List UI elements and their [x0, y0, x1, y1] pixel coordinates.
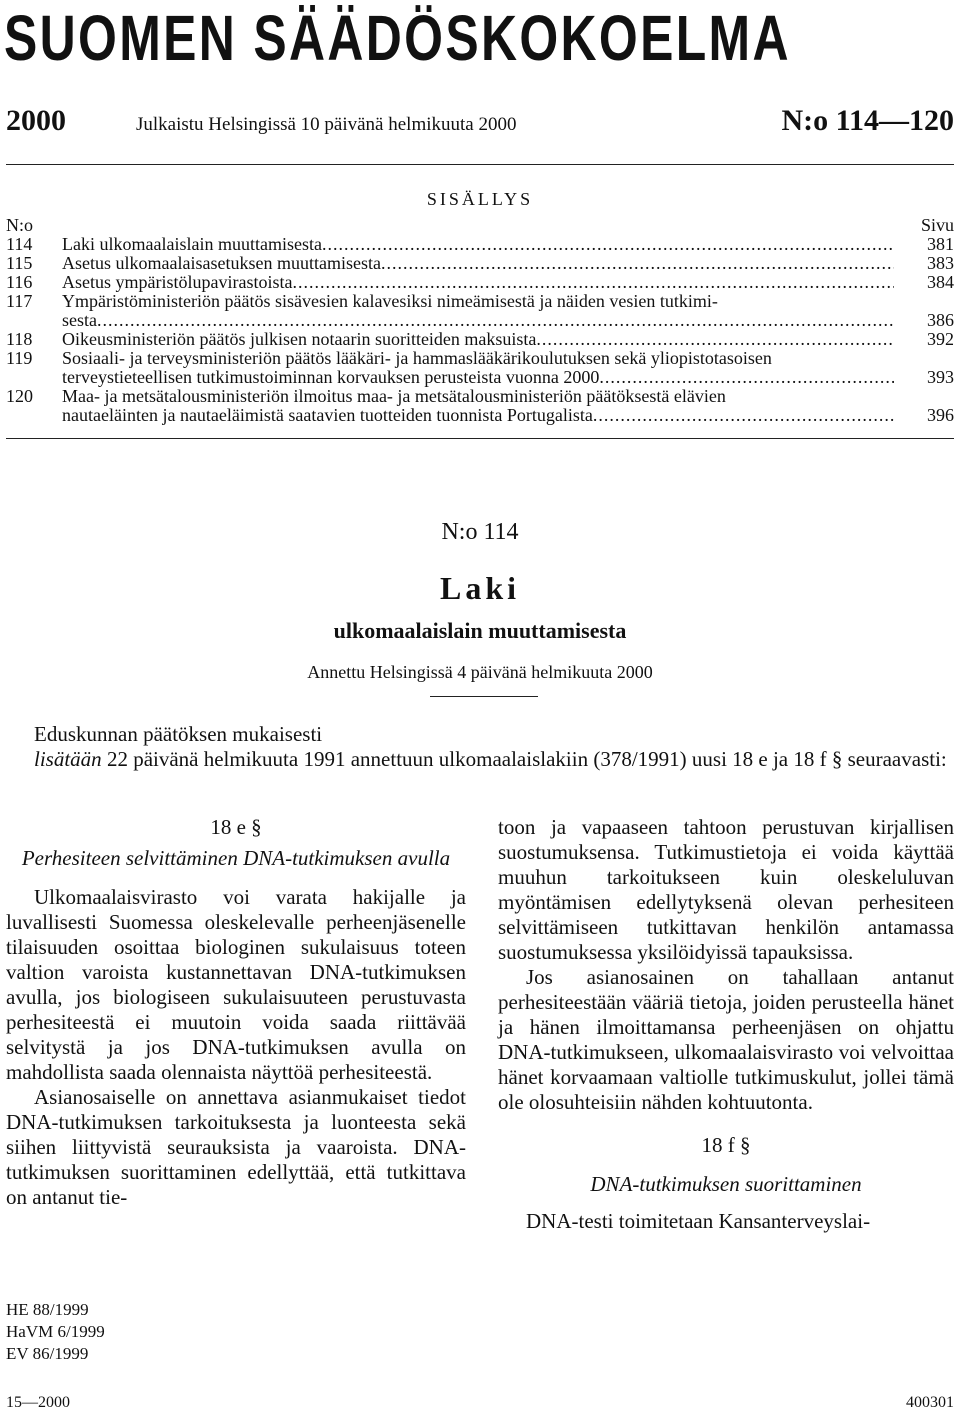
toc-entry [6, 387, 954, 425]
toc-entry-title-text: sesta [62, 311, 97, 330]
toc-entry-title-text: Sosiaali- ja terveysministeriön päätös lääkäri- ja hammaslääkärikoulutuksen sekä yliopistotasoisen [62, 348, 772, 368]
toc-entry [6, 349, 954, 387]
toc-entry-title-text: terveystieteellisen tutkimustoiminnan korvauksen perusteista vuonna 2000 [62, 368, 600, 387]
footer-print-code: 400301 [906, 1394, 954, 1411]
reference-government-proposal: HE 88/1999 [6, 1300, 89, 1319]
section-18f-paragraph-1: DNA-testi toimitetaan Kansanterveyslai- [526, 1209, 871, 1233]
preamble-text: 22 päivänä helmikuuta 1991 annettuun ulkomaalaislakiin (378/1991) uusi 18 e ja 18 f § seuraavasti: [101, 747, 947, 771]
toc-entry-number: 114 [6, 234, 33, 254]
column-right [498, 815, 954, 1234]
act-given-date: Annettu Helsingissä 4 päivänä helmikuuta 2000 [307, 662, 653, 682]
toc-entry [6, 292, 954, 330]
toc-entry-title-text: Laki ulkomaalaislain muuttamisesta [62, 235, 322, 254]
toc-leader-dots [97, 311, 894, 330]
legislative-references [6, 1299, 105, 1365]
toc-entry-title-line [62, 235, 894, 254]
table-of-contents [6, 235, 954, 425]
toc-entry-title-text: Ympäristöministeriön päätös sisävesien kalavesiksi nimeämisestä ja näiden vesien tutkimi- [62, 291, 718, 311]
toc-leader-dots [292, 273, 894, 292]
act-type: Laki [439, 570, 521, 606]
toc-entry-title [62, 235, 894, 254]
toc-entry-title-line [62, 349, 894, 368]
issue-number-range: N:o 114—120 [781, 104, 954, 137]
toc-rule [6, 438, 954, 439]
section-18f-heading: 18 f § [701, 1133, 751, 1157]
toc-entry-number: 115 [6, 253, 33, 273]
section-18e-heading: 18 e § [210, 815, 262, 839]
toc-page-label: Sivu [920, 215, 954, 235]
toc-entry-number: 117 [6, 291, 33, 311]
section-18e-paragraph-2: Asianosaiselle on annettava asianmukaiset tiedot DNA-tutkimuksen tarkoituksesta ja luonteesta sekä siihen liittyvistä seurauksista ja vaaroista. DNA-tutkimuksen suorittaminen edellyttää, että tutkittava on antanut tie- [6, 1085, 466, 1209]
section-18e-paragraph-3: Jos asianosainen on tahallaan antanut perhesiteestään vääriä tietoja, joiden perusteella hänet ja hänen ilmoittamansa perheenjäsen on ohjattu DNA-tutkimukseen, ulkomaalaisvirasto voi velvoittaa hänet korvaamaan valtiolle tutkimuskulut, jollei tämä ole olosuhteisiin nähden kohtuutonta. [498, 965, 954, 1114]
title-divider [430, 696, 538, 697]
toc-entry-number: 118 [6, 329, 33, 349]
section-18e-title: Perhesiteen selvittäminen DNA-tutkimuksen avulla [21, 846, 451, 870]
toc-entry-title-text: Oikeusministeriön päätös julkisen notaarin suoritteiden maksuista [62, 330, 537, 349]
toc-leader-dots [536, 330, 894, 349]
reference-committee-report: HaVM 6/1999 [6, 1322, 105, 1341]
toc-entry-title-text: Asetus ulkomaalaisasetuksen muuttamisesta [62, 254, 381, 273]
toc-entry-number: 116 [6, 272, 33, 292]
toc-entry-title-line [62, 330, 894, 349]
toc-entry-title [62, 330, 894, 349]
toc-entry-title-line [62, 292, 894, 311]
section-18f-title: DNA-tutkimuksen suorittaminen [590, 1172, 862, 1196]
toc-entry-number: 120 [6, 386, 33, 406]
toc-leader-dots [322, 235, 894, 254]
toc-entry-page: 396 [927, 405, 954, 425]
toc-entry-title [62, 349, 894, 387]
header-rule [6, 164, 954, 165]
toc-entry-title-line [62, 406, 894, 425]
footer-issue-code: 15—2000 [6, 1394, 70, 1411]
toc-entry-page: 381 [927, 234, 954, 254]
toc-entry-title [62, 292, 894, 330]
toc-entry-page: 383 [927, 253, 954, 273]
toc-entry-page: 392 [927, 329, 954, 349]
issue-published-date: Julkaistu Helsingissä 10 päivänä helmikuuta 2000 [136, 114, 517, 135]
column-left [6, 815, 466, 1210]
preamble [6, 722, 956, 772]
preamble-verb: lisätään [34, 747, 102, 771]
toc-entry-title [62, 273, 894, 292]
toc-entry-title [62, 254, 894, 273]
toc-entry [6, 235, 954, 254]
toc-entry [6, 330, 954, 349]
act-subject: ulkomaalaislain muuttamisesta [333, 618, 627, 643]
issue-header [6, 104, 954, 144]
preamble-enacting-clause [6, 747, 956, 772]
section-18e-paragraph-1: Ulkomaalaisvirasto voi varata hakijalle ja luvallisesti Suomessa oleskelevalle perheenjäsenelle tilaisuuden osoittaa biologinen sukulaisuus toteen valtion varoista kustannettavan DNA-tutkimuksen avulla, jos biologiseen sukulaisuuteen perustuvasta perhesiteestä ei muutoin voida saada riittävää selvitystä ja jos DNA-tutkimuksen avulla on mahdollista saada olennaista näyttöä perhesiteestä. [6, 885, 466, 1084]
toc-entry-title-line [62, 273, 894, 292]
toc-entry-title-text: nautaeläinten ja nautaeläimistä saatavien tuotteiden tuonnista Portugalista [62, 406, 593, 425]
toc-entry-title-line [62, 387, 894, 406]
toc-entry-page: 386 [927, 310, 954, 330]
toc-number-label: N:o [6, 215, 33, 235]
issue-year: 2000 [6, 104, 66, 137]
reference-parliament-reply: EV 86/1999 [6, 1344, 89, 1363]
toc-entry-title-text: Asetus ympäristölupavirastoista [62, 273, 293, 292]
toc-entry-title [62, 387, 894, 425]
toc-entry-title-text: Maa- ja metsätalousministeriön ilmoitus maa- ja metsätalousministeriön päätöksestä elävien [62, 386, 726, 406]
act-number: N:o 114 [441, 519, 519, 545]
section-18e-paragraph-2-continued: toon ja vapaaseen tahtoon perustuvan kirjallisen suostumuksensa. Tutkimustietoja ei voida käyttää muuhun tarkoitukseen kuin oleskeluluvan myöntämisen edellytyksenä olevan perhesiteen selvittämiseen tutkittavan henkilön antamassa suostumuksessa yksilöidyissä tapauksissa. [498, 815, 954, 964]
toc-entry-title-line [62, 311, 894, 330]
toc-leader-dots [599, 368, 894, 387]
toc-entry-title-line [62, 254, 894, 273]
preamble-line: Eduskunnan päätöksen mukaisesti [34, 722, 323, 746]
toc-entry-page: 384 [927, 272, 954, 292]
toc-entry-page: 393 [927, 367, 954, 387]
toc-entry-title-line [62, 368, 894, 387]
toc-entry [6, 254, 954, 273]
toc-leader-dots [381, 254, 894, 273]
toc-entry-number: 119 [6, 348, 33, 368]
toc-heading: SISÄLLYS [426, 189, 534, 209]
masthead-title: SUOMEN SÄÄDÖSKOKOELMA [4, 2, 791, 74]
toc-entry [6, 273, 954, 292]
toc-leader-dots [593, 406, 894, 425]
